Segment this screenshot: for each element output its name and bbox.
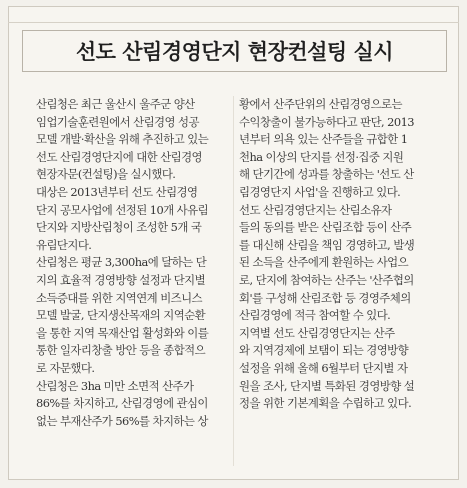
text-line: 지역별 선도 산림경영단지는 산주 (239, 325, 395, 340)
text-line: 대상은 2013년부터 선도 산림경영 (36, 184, 198, 199)
text-line: 해 단기간에 성과를 창출하는 '선도 산 (239, 167, 414, 182)
text-line: 통한 일자리창출 방안 등을 종합적으 (36, 343, 206, 358)
text-line: 임업기술훈련원에서 산림경영 성공 (36, 114, 199, 129)
headline-box (22, 30, 447, 72)
text-line: 와 지역경제에 보탬이 되는 경영방향 (239, 343, 409, 358)
text-line: 황에서 산주단위의 산림경영으로는 (239, 97, 402, 111)
text-line: 산림경영에 적극 참여할 수 있다. (239, 308, 391, 323)
text-line: 로 자문했다. (36, 360, 95, 375)
text-line: 선도 산림경영단지는 산림소유자 (239, 202, 392, 217)
text-line: 모델 발굴, 단지생산목재의 지역순환 (36, 308, 206, 323)
text-line: 단지와 지방산림청이 조성한 5개 국 (36, 220, 202, 235)
text-line: 소득증대를 위한 지역연계 비즈니스 (36, 290, 203, 305)
text-line: 모델 개발·확산을 위해 추진하고 있는 (36, 132, 209, 147)
text-line: 단지 공모사업에 선정된 10개 사유림 (36, 202, 209, 217)
text-line: 정을 위한 기본계획을 수립하고 있다. (239, 396, 412, 411)
text-line: 선도 산림경영단지에 대한 산림경영 (36, 149, 203, 164)
text-line: 산림청은 평균 3,300ha에 달하는 단 (36, 255, 207, 270)
text-line: 산림청은 최근 울산시 울주군 양산 (36, 97, 195, 111)
text-line: 들의 동의를 받은 산림조합 등이 산주 (239, 220, 412, 235)
text-line: 현장자문(컨설팅)을 실시했다. (36, 167, 176, 182)
top-divider (8, 22, 459, 23)
text-line: 을 통한 지역 목재산업 활성화와 이를 (36, 325, 209, 340)
text-line: 수익창출이 불가능하다고 판단, 2013 (239, 114, 414, 129)
text-line: 를 대신해 산림을 책임 경영하고, 발생 (239, 237, 415, 252)
text-line: 림경영단지 사업'을 진행하고 있다. (239, 184, 401, 199)
text-line: 회'를 구성해 산림조합 등 경영주체의 (239, 290, 411, 305)
column-divider (233, 96, 234, 466)
text-line: 86%를 차지하고, 산림경영에 관심이 (36, 396, 208, 411)
text-line: 설정을 위해 올해 6월부터 단지별 자 (239, 360, 408, 375)
text-line: 된 소득을 산주에게 환원하는 사업으 (239, 255, 409, 270)
text-line: 년부터 의욕 있는 산주들을 규합한 1 (239, 132, 408, 147)
left-column (36, 96, 232, 430)
text-line: 산림청은 3ha 미만 소면적 산주가 (36, 378, 194, 393)
text-line: 없는 부재산주가 56%를 차지하는 상 (36, 413, 208, 428)
text-line: 유림단지다. (36, 237, 92, 252)
right-column (239, 96, 435, 413)
text-line: 천ha 이상의 단지를 선정·집중 지원 (239, 149, 404, 164)
text-line: 지의 효율적 경영방향 설정과 단지별 (36, 272, 206, 287)
text-line: 로, 단지에 참여하는 산주는 '산주협의 (239, 272, 414, 287)
headline: 선도 산림경영단지 현장컨설팅 실시 (75, 40, 394, 64)
text-line: 원을 조사, 단지별 특화된 경영방향 설 (239, 378, 415, 393)
